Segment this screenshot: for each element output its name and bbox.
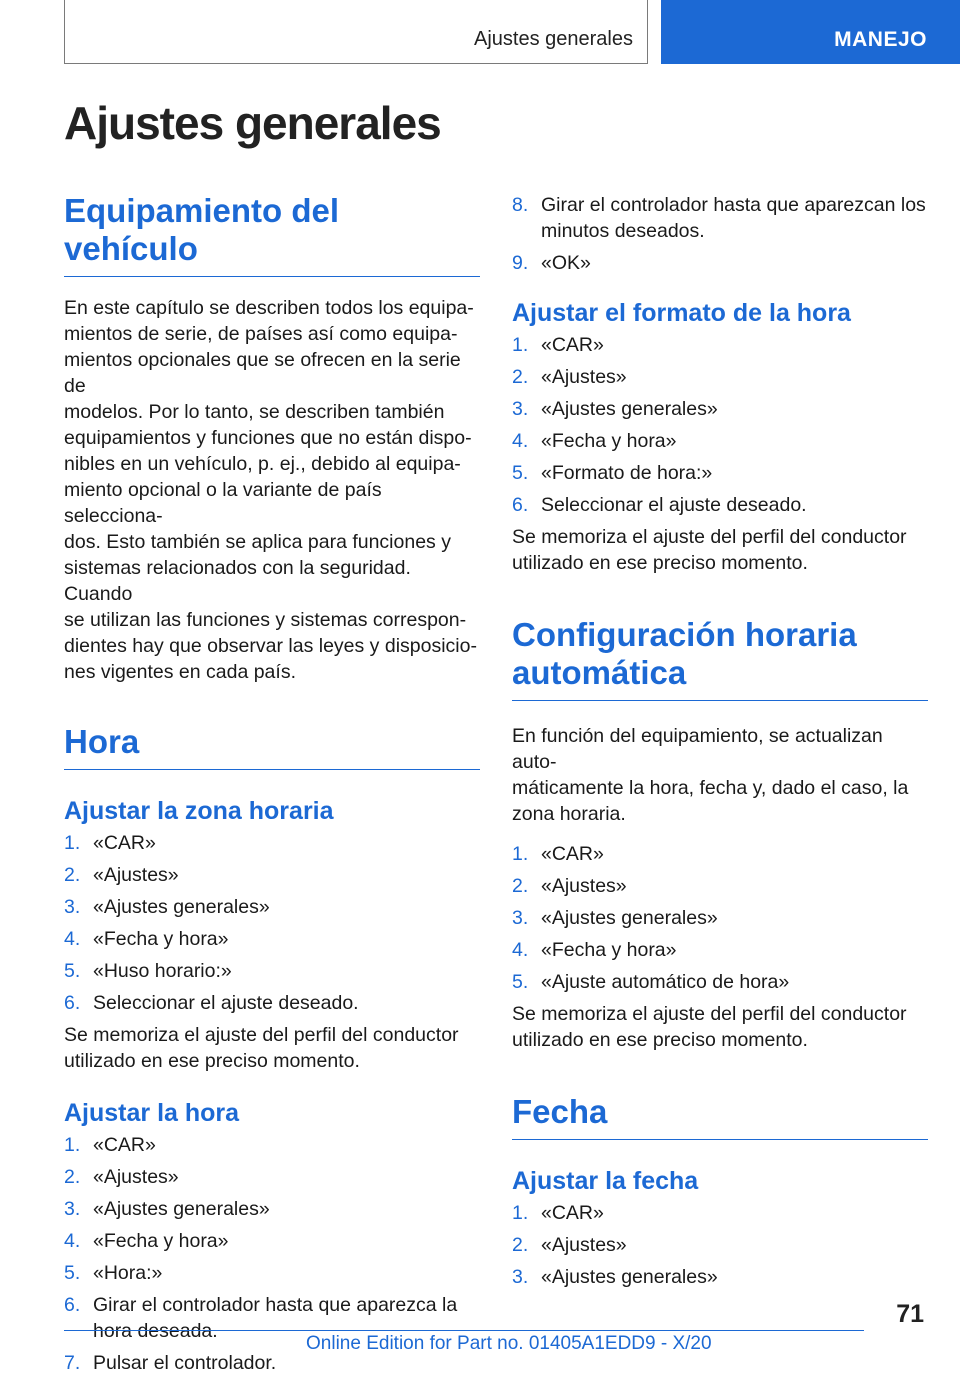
list-item: 7. Pulsar el controlador.: [64, 1352, 277, 1374]
list-item: 5. «Formato de hora:»: [512, 462, 713, 484]
footer-edition: Online Edition for Part no. 01405A1EDD9 - X/20: [306, 1333, 712, 1354]
footer-divider: [64, 1330, 864, 1331]
list-item: 6. Seleccionar el ajuste deseado.: [512, 494, 807, 516]
list-item: 2. «Ajustes»: [64, 1166, 179, 1188]
list-item: 4. «Fecha y hora»: [512, 939, 677, 961]
auto-note: Se memoriza el ajuste del perfil del conductor utilizado en ese preciso momento.: [512, 1003, 907, 1051]
list-item: 1. «CAR»: [512, 1202, 604, 1224]
steps-zona-horaria: [64, 830, 480, 1016]
heading-configuracion-automatica: Configuración horaria automática: [512, 616, 928, 701]
list-item: 1. «CAR»: [512, 334, 604, 356]
steps-auto: [512, 841, 928, 995]
equipamiento-paragraph: En este capítulo se describen todos los equipa- mientos de serie, de países así como equipa- mientos opcionales que se ofrecen en la serie de modelos. Por lo tanto, se describen también equipamientos y funciones que no están dispo- nibles en un vehículo, p. ej., debido al equipa- miento opcional o la variante de país selecciona- dos. Esto también se aplica para funciones y sistemas relacionados con la seguridad. Cuando se utilizan las funciones y sistemas correspon- dientes hay que observar las leyes y disposicio- nes vigentes en cada país.: [64, 297, 477, 683]
list-item: 5. «Ajuste automático de hora»: [512, 971, 790, 993]
right-column: [512, 192, 928, 1296]
list-item: 1. «CAR»: [512, 843, 604, 865]
header-chapter-tab: [661, 0, 960, 64]
list-item: 1. «CAR»: [64, 1134, 156, 1156]
list-item: 9. «OK»: [512, 252, 591, 274]
list-item: 4. «Fecha y hora»: [64, 1230, 229, 1252]
list-item: 2. «Ajustes»: [512, 875, 627, 897]
heading-equipamiento: Equipamiento del vehículo: [64, 192, 480, 277]
heading-hora: Hora: [64, 723, 480, 770]
list-item: 2. «Ajustes»: [512, 1234, 627, 1256]
list-item: 2. «Ajustes»: [512, 366, 627, 388]
list-item: 5. «Hora:»: [64, 1262, 163, 1284]
steps-ajustar-fecha: [512, 1200, 928, 1290]
list-item: 6. Seleccionar el ajuste deseado.: [64, 992, 359, 1014]
heading-formato-hora: Ajustar el formato de la hora: [512, 299, 851, 327]
header-chapter-label: MANEJO: [834, 28, 927, 51]
zona-note: Se memoriza el ajuste del perfil del conductor utilizado en ese preciso momento.: [64, 1024, 459, 1072]
list-item: 3. «Ajustes generales»: [512, 1266, 718, 1288]
heading-ajustar-hora: Ajustar la hora: [64, 1099, 240, 1127]
formato-note: Se memoriza el ajuste del perfil del conductor utilizado en ese preciso momento.: [512, 526, 907, 574]
heading-fecha: Fecha: [512, 1093, 928, 1140]
steps-formato-hora: [512, 332, 928, 518]
list-item: 3. «Ajustes generales»: [512, 907, 718, 929]
heading-ajustar-fecha: Ajustar la fecha: [512, 1167, 699, 1195]
list-item: 4. «Fecha y hora»: [64, 928, 229, 950]
list-item: 8. Girar el controlador hasta que aparezcan los minutos deseados.: [512, 194, 926, 242]
page-number: 71: [896, 1300, 924, 1328]
list-item: 3. «Ajustes generales»: [64, 896, 270, 918]
list-item: 2. «Ajustes»: [64, 864, 179, 886]
list-item: 3. «Ajustes generales»: [64, 1198, 270, 1220]
list-item: 6. Girar el controlador hasta que aparezca la hora deseada.: [64, 1294, 458, 1342]
heading-zona-horaria: Ajustar la zona horaria: [64, 797, 334, 825]
auto-intro: En función del equipamiento, se actualizan auto- máticamente la hora, fecha y, dado el caso, la zona horaria.: [512, 725, 909, 825]
header-section-title: Ajustes generales: [474, 28, 633, 50]
list-item: 4. «Fecha y hora»: [512, 430, 677, 452]
page-title: Ajustes generales: [64, 97, 441, 149]
steps-ajustar-hora-cont: [512, 192, 928, 276]
left-column: [64, 192, 480, 1382]
list-item: 1. «CAR»: [64, 832, 156, 854]
list-item: 3. «Ajustes generales»: [512, 398, 718, 420]
list-item: 5. «Huso horario:»: [64, 960, 232, 982]
header-section-box: [64, 0, 648, 64]
